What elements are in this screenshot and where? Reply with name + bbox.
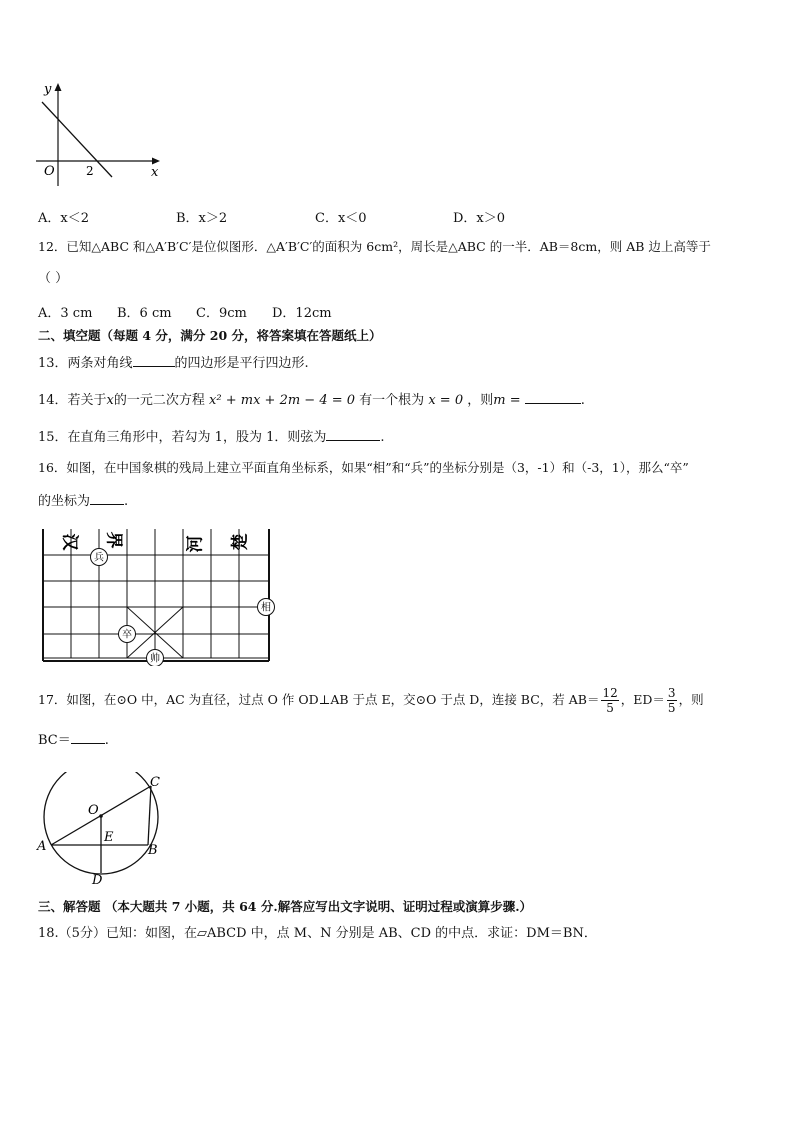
linear-function-graph (34, 80, 169, 190)
q12-option-b: B．6 cm (117, 306, 172, 321)
q17-fraction-ab (601, 686, 618, 715)
q17-ab-numerator: 12 (602, 686, 618, 700)
q17-line2-end: . (104, 733, 109, 748)
q13-text-after: 的四边形是平行四边形. (174, 356, 309, 371)
q14-text-mid3: ，则 (467, 393, 494, 408)
q15 (38, 427, 385, 447)
piece-shuai: 帅 (150, 653, 160, 665)
q14-root: x = 0 (428, 393, 464, 408)
q14-var-m: m = (493, 393, 521, 408)
q15-text-before: 15．在直角三角形中，若勾为 1，股为 1．则弦为 (38, 430, 327, 445)
y-axis-label: y (44, 82, 52, 97)
label-d: D (92, 873, 103, 888)
section2-heading: 二、填空题（每题 4 分，满分 20 分，将答案填在答题纸上） (38, 328, 382, 343)
piece-zu: 卒 (122, 629, 132, 641)
q14 (38, 390, 585, 410)
label-a: A (37, 839, 47, 854)
piece-bing: 兵 (94, 552, 104, 564)
x-axis-label: x (151, 165, 159, 180)
chess-board-figure (36, 526, 281, 666)
q14-text-before: 14．若关于 (38, 393, 107, 408)
label-o: O (88, 803, 99, 818)
origin-label: O (44, 164, 55, 179)
river-label-han: 汉 (59, 533, 80, 551)
q12-option-a: A．3 cm (38, 306, 93, 321)
q15-answer-blank (326, 427, 380, 441)
q18: 18.（5分）已知：如图，在▱ABCD 中，点 M、N 分别是 AB、CD 的中点．求证：DM＝BN． (38, 926, 597, 941)
segment-bc (148, 786, 151, 845)
section3-heading: 三、解答题 （本大题共 7 小题，共 64 分.解答应写出文字说明、证明过程或演算步骤.） (38, 899, 533, 914)
q17-line2 (38, 730, 109, 750)
q12-option-c: C．9cm (196, 306, 247, 321)
q17-line1 (38, 682, 704, 718)
label-b: B (148, 843, 158, 858)
q14-text-mid: 的一元二次方程 (113, 393, 205, 408)
q16-text-end: . (124, 494, 129, 509)
label-e: E (104, 830, 114, 845)
q13 (38, 353, 309, 373)
q16-text-before: 的坐标为 (38, 494, 91, 509)
label-c: C (150, 775, 160, 790)
q17-text-mid: ，ED＝ (620, 692, 665, 707)
q11-option-b: B．x＞2 (176, 211, 228, 226)
q17-text-after: ，则 (678, 692, 704, 707)
q12-option-d: D．12cm (272, 306, 332, 321)
piece-xiang: 相 (261, 602, 271, 614)
q17-text-before: 17．如图，在⊙O 中，AC 为直径，过点 O 作 OD⊥AB 于点 E，交⊙O 于点 D，连接 BC，若 AB＝ (38, 692, 600, 707)
q17-answer-blank (71, 730, 105, 744)
q17-line2-before: BC＝ (38, 733, 71, 748)
q15-text-end: . (380, 430, 385, 445)
q16-line2 (38, 491, 128, 511)
q11-option-a: A．x＜2 (38, 211, 89, 226)
q11-option-c: C．x＜0 (315, 211, 367, 226)
q17-ed-denominator: 5 (667, 701, 676, 715)
q14-text-mid2: 有一个根为 (359, 393, 425, 408)
river-label-he: 河 (185, 535, 206, 553)
river-label-chu: 楚 (230, 533, 251, 551)
x-axis-arrow (152, 158, 160, 165)
circle-figure (34, 772, 169, 890)
q14-var-x: x (106, 393, 114, 408)
q14-equation: x² + mx + 2m − 4 = 0 (209, 393, 356, 408)
q12-line2: （ ） (38, 271, 69, 286)
q14-text-end: . (580, 393, 585, 408)
q12-line1: 12．已知△ABC 和△A′B′C′是位似图形．△A′B′C′的面积为 6cm²，周长是△ABC 的一半．AB＝8cm，则 AB 边上高等于 (38, 239, 711, 254)
q11-option-d: D．x＞0 (453, 211, 506, 226)
q16-line1: 16．如图，在中国象棋的残局上建立平面直角坐标系，如果“相”和“兵”的坐标分别是（3，-1）和（-3，1），那么“卒” (38, 460, 689, 475)
q13-answer-blank (133, 353, 175, 367)
q17-fraction-ed (667, 686, 677, 715)
tick-label-2: 2 (86, 164, 94, 178)
q16-answer-blank (90, 491, 124, 505)
q17-ed-numerator: 3 (667, 686, 676, 700)
q13-text-before: 13．两条对角线 (38, 356, 133, 371)
q17-ab-denominator: 5 (606, 701, 614, 715)
river-label-jie: 界 (103, 531, 124, 549)
q14-answer-blank (525, 390, 581, 404)
center-point (99, 814, 103, 818)
y-axis-arrow (55, 83, 62, 91)
